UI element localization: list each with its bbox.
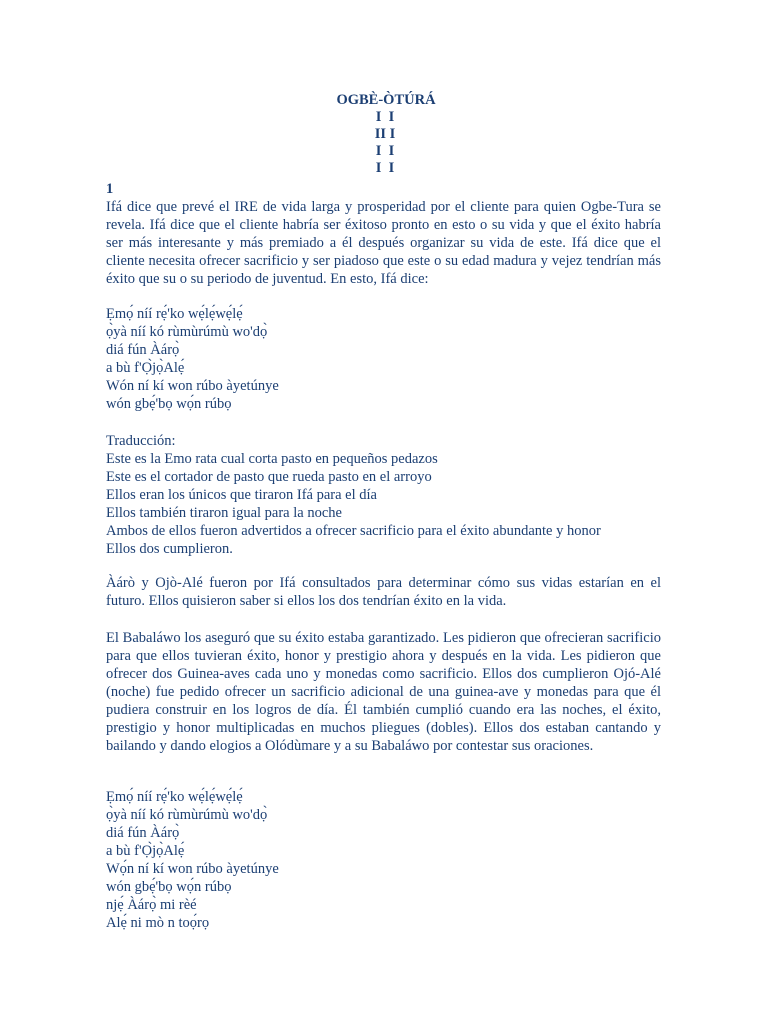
- verse-2: [106, 788, 666, 932]
- verse-line: a bù f'Ọ̀jọ̀Alẹ́: [106, 843, 185, 859]
- verse-line: diá fún Àárọ̀: [106, 825, 180, 841]
- translation-block: [106, 432, 666, 558]
- translation-line: Ellos dos cumplieron.: [106, 541, 233, 557]
- paragraph-3: El Babaláwo los aseguró que su éxito estaba garantizado. Les pidieron que ofrecieran sacrificio para que ellos tuvieran éxito, honor y prestigio ahora y después en la vida. Les pidieron que ofrecer dos Guinea-aves cada uno y monedas como sacrificio. Ellos dos cumplieron Ojó-Alé (noche) fue pedido ofrecer un sacrificio adicional de una guinea-ave y monedas para que él pudiera construir en los logros de día. Él también cumplió cuando era las noches, el éxito, prestigio y honor multiplicadas en muchos pliegues (dobles). Ellos dos estaban cantando y bailando y dando elogios a Olódùmare y a su Babaláwo por contestar sus oraciones.: [106, 630, 661, 754]
- verse-line: njẹ́ Àárọ̀ mi rèé: [106, 897, 197, 913]
- verse-line: diá fún Àárọ̀: [106, 342, 180, 358]
- intro-paragraph: Ifá dice que prevé el IRE de vida larga y prosperidad por el cliente para quien Ogbe-Tura se revela. Ifá dice que el cliente habría ser éxitoso pronto en esto o su vida y que el éxito habría ser más interesante y más premiado a él después organizar su vida de este. Ifá dice que el cliente necesita ofrecer sacrificio y ser piadoso que este o su edad madura y vejez tendrían más éxito que su o su periodo de juventud. En esto, Ifá dice:: [106, 199, 661, 287]
- verse-line: Wọ́n ní kí won rúbo àyetúnye: [106, 861, 279, 877]
- verse-line: ọ̀yà níí kó rùmùrúmù wo'dọ̀: [106, 807, 268, 823]
- translation-line: Ambos de ellos fueron advertidos a ofrecer sacrificio para el éxito abundante y honor: [106, 523, 601, 539]
- verse-line: Alẹ́ ni mò n toọ́rọ: [106, 915, 210, 931]
- verse-line: wón gbẹ́'bọ wọ́n rúbọ: [106, 879, 232, 895]
- verse-line: Ẹmọ́ níí rẹ́'ko wẹ́lẹ́wẹ́lẹ́: [106, 306, 243, 322]
- verse-1: [106, 305, 666, 413]
- translation-line: Este es la Emo rata cual corta pasto en pequeños pedazos: [106, 451, 438, 467]
- verse-line: Ẹmọ́ níí rẹ́'ko wẹ́lẹ́wẹ́lẹ́: [106, 789, 243, 805]
- verse-line: a bù f'Ọ̀jọ̀Alẹ́: [106, 360, 185, 376]
- section-number: 1: [106, 181, 114, 197]
- verse-line: wón gbẹ́'bọ wọ́n rúbọ: [106, 396, 232, 412]
- translation-label: Traducción:: [106, 433, 176, 449]
- odu-sign-row: I I: [375, 109, 395, 125]
- verse-line: ọ̀yà níí kó rùmùrúmù wo'dọ̀: [106, 324, 268, 340]
- title-block: [0, 92, 768, 177]
- odu-sign-row: I I: [375, 143, 395, 159]
- translation-line: Ellos también tiraron igual para la noche: [106, 505, 342, 521]
- page-title: OGBÈ-ÒTÚRÁ: [336, 92, 436, 108]
- paragraph-2: Àárò y Ojò-Alé fueron por Ifá consultados para determinar cómo sus vidas estarían en el futuro. Ellos quisieron saber si ellos los dos tendrían éxito en la vida.: [106, 575, 661, 609]
- translation-line: Este es el cortador de pasto que rueda pasto en el arroyo: [106, 469, 432, 485]
- odu-sign-row: I I: [375, 160, 395, 176]
- translation-line: Ellos eran los únicos que tiraron Ifá para el día: [106, 487, 377, 503]
- odu-sign-row: II I: [374, 126, 396, 142]
- verse-line: Wón ní kí won rúbo àyetúnye: [106, 378, 279, 394]
